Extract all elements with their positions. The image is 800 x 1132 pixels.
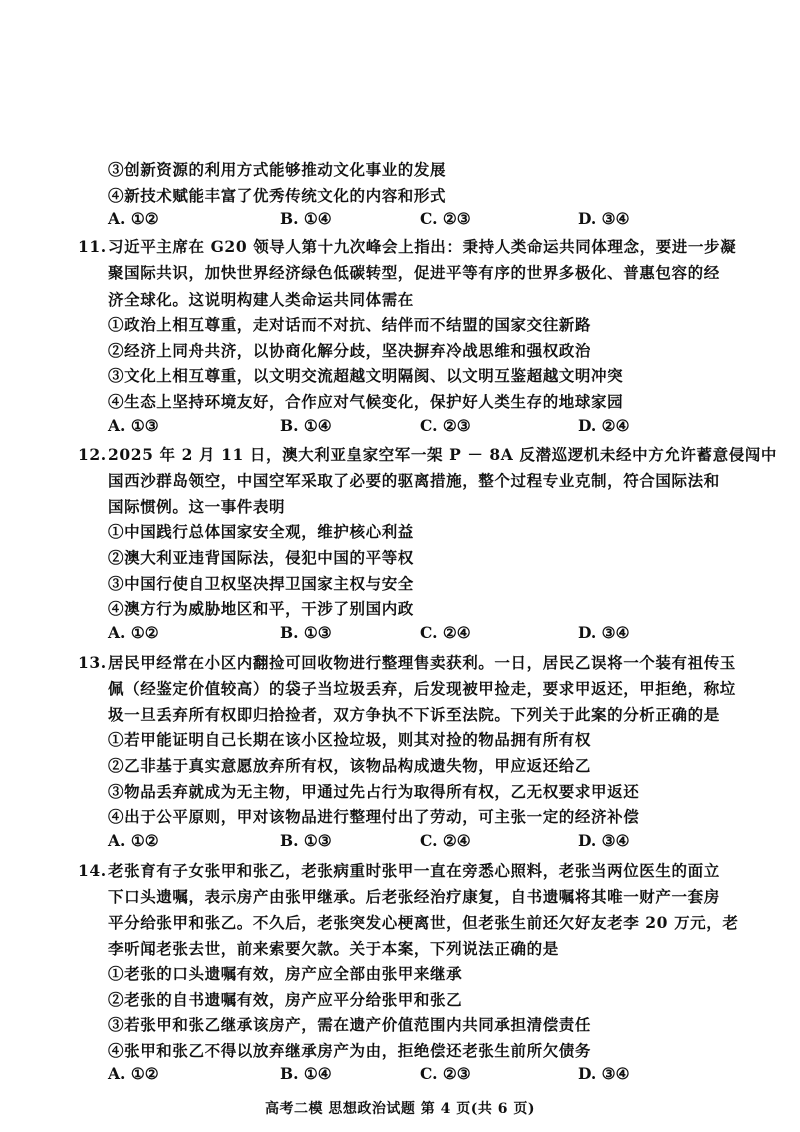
q13-option-a[interactable]: A. ①②	[108, 831, 159, 850]
q14-options	[108, 1064, 688, 1086]
q13-number: 13.	[78, 653, 107, 672]
q13-options	[108, 831, 688, 853]
q11-item-3: ③文化上相互尊重，以文明交流超越文明隔阂、以文明互鉴超越文明冲突	[108, 366, 624, 385]
q11-stem-line-3: 济全球化。这说明构建人类命运共同体需在	[108, 290, 414, 309]
q14-option-b[interactable]: B. ①④	[280, 1064, 332, 1083]
q13-option-c[interactable]: C. ②④	[420, 831, 471, 850]
q14-option-d[interactable]: D. ③④	[578, 1064, 630, 1083]
q13-item-4: ④出于公平原则，甲对该物品进行整理付出了劳动，可主张一定的经济补偿	[108, 807, 640, 826]
q13-option-b[interactable]: B. ①③	[280, 831, 332, 850]
q13-item-3: ③物品丢弃就成为无主物，甲通过先占行为取得所有权，乙无权要求甲返还	[108, 782, 640, 801]
q12-stem-line-3: 国际惯例。这一事件表明	[108, 497, 286, 516]
q13-stem-line-2: 佩（经鉴定价值较高）的袋子当垃圾丢弃，后发现被甲捡走，要求甲返还，甲拒绝，称垃	[108, 679, 736, 698]
q14-number: 14.	[78, 861, 107, 880]
q12-item-3: ③中国行使自卫权坚决捍卫国家主权与安全	[108, 574, 414, 593]
q11-option-d[interactable]: D. ②④	[578, 416, 630, 435]
q14-stem-line-4: 李听闻老张去世，前来索要欠款。关于本案，下列说法正确的是	[108, 939, 559, 958]
q14-item-3: ③若张甲和张乙继承该房产，需在遗产价值范围内共同承担清偿责任	[108, 1015, 592, 1034]
q11-item-2: ②经济上同舟共济，以协商化解分歧，坚决摒弃冷战思维和强权政治	[108, 341, 592, 360]
q14-item-4: ④张甲和张乙不得以放弃继承房产为由，拒绝偿还老张生前所欠债务	[108, 1041, 592, 1060]
q10-item-3: ③创新资源的利用方式能够推动文化事业的发展	[108, 160, 447, 179]
q13-stem-line-1: 13.居民甲经常在小区内翻捡可回收物进行整理售卖获利。一日，居民乙误将一个装有祖传玉	[78, 653, 736, 672]
q13-option-d[interactable]: D. ③④	[578, 831, 630, 850]
q12-item-4: ④澳方行为威胁地区和平，干涉了别国内政	[108, 599, 414, 618]
q10-option-a[interactable]: A. ①②	[108, 209, 159, 228]
q14-option-c[interactable]: C. ②③	[420, 1064, 471, 1083]
q11-item-4: ④生态上坚持环境友好，合作应对气候变化，保护好人类生存的地球家园	[108, 392, 624, 411]
q11-option-a[interactable]: A. ①③	[108, 416, 159, 435]
q10-option-b[interactable]: B. ①④	[280, 209, 332, 228]
q14-item-2: ②老张的自书遗嘱有效，房产应平分给张甲和张乙	[108, 990, 463, 1009]
q12-number: 12.	[78, 445, 107, 464]
q12-stem-line-1: 12.2025 年 2 月 11 日，澳大利亚皇家空军一架 P － 8A 反潜巡逻机未经中方允许蓄意侵闯中	[78, 445, 778, 464]
q13-stem-line-3: 圾一旦丢弃所有权即归拾捡者，双方争执不下诉至法院。下列关于此案的分析正确的是	[108, 705, 720, 724]
q13-item-1: ①若甲能证明自己长期在该小区捡垃圾，则其对捡的物品拥有所有权	[108, 730, 592, 749]
q14-item-1: ①老张的口头遗嘱有效，房产应全部由张甲来继承	[108, 964, 463, 983]
q14-stem-line-3: 平分给张甲和张乙。不久后，老张突发心梗离世，但老张生前还欠好友老李 20 万元，老	[108, 913, 739, 932]
q14-stem-line-2: 下口头遗嘱，表示房产由张甲继承。后老张经治疗康复，自书遗嘱将其唯一财产一套房	[108, 887, 720, 906]
q11-option-c[interactable]: C. ②③	[420, 416, 471, 435]
q12-option-c[interactable]: C. ②④	[420, 623, 471, 642]
q12-stem-line-2: 国西沙群岛领空，中国空军采取了必要的驱离措施，整个过程专业克制，符合国际法和	[108, 471, 720, 490]
q10-item-4: ④新技术赋能丰富了优秀传统文化的内容和形式	[108, 186, 447, 205]
q11-option-b[interactable]: B. ①④	[280, 416, 332, 435]
q10-option-d[interactable]: D. ③④	[578, 209, 630, 228]
q12-options	[108, 623, 688, 645]
q14-stem-line-1: 14.老张育有子女张甲和张乙，老张病重时张甲一直在旁悉心照料，老张当两位医生的面立	[78, 861, 720, 880]
q14-option-a[interactable]: A. ①②	[108, 1064, 159, 1083]
q10-option-c[interactable]: C. ②③	[420, 209, 471, 228]
page-footer: 高考二模 思想政治试题 第 4 页(共 6 页)	[265, 1101, 535, 1117]
q12-option-a[interactable]: A. ①②	[108, 623, 159, 642]
q11-number: 11.	[78, 237, 107, 256]
q11-stem-line-2: 聚国际共识，加快世界经济绿色低碳转型，促进平等有序的世界多极化、普惠包容的经	[108, 263, 720, 282]
q11-stem-line-1: 11.习近平主席在 G20 领导人第十九次峰会上指出：秉持人类命运共同体理念，要进一步凝	[78, 237, 737, 256]
q10-options	[108, 209, 688, 231]
q12-item-1: ①中国践行总体国家安全观，维护核心利益	[108, 522, 414, 541]
q11-item-1: ①政治上相互尊重，走对话而不对抗、结伴而不结盟的国家交往新路	[108, 315, 592, 334]
q12-option-d[interactable]: D. ③④	[578, 623, 630, 642]
q12-item-2: ②澳大利亚违背国际法，侵犯中国的平等权	[108, 548, 414, 567]
q11-options	[108, 416, 688, 438]
q12-option-b[interactable]: B. ①③	[280, 623, 332, 642]
q13-item-2: ②乙非基于真实意愿放弃所有权，该物品构成遗失物，甲应返还给乙	[108, 756, 592, 775]
